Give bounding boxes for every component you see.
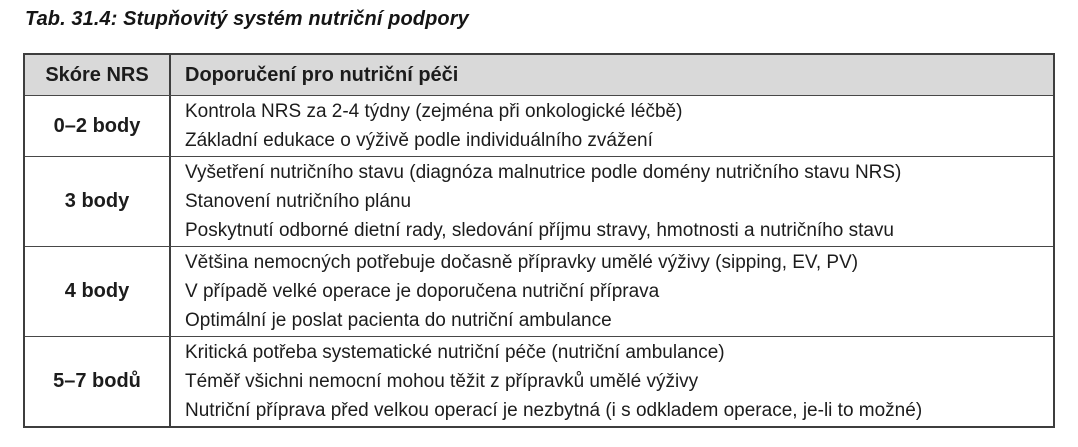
table-row — [25, 156, 1053, 246]
recommendation-line: V případě velké operace je doporučena nutriční příprava — [185, 281, 660, 302]
table-row — [25, 336, 1053, 426]
score-cell: 0–2 body — [25, 96, 171, 156]
recommendation-line: Většina nemocných potřebuje dočasně přípravky umělé výživy (sipping, EV, PV) — [185, 252, 859, 273]
recommendation-cell — [171, 247, 1053, 336]
recommendation-line: Vyšetření nutričního stavu (diagnóza malnutrice podle domény nutričního stavu NRS) — [185, 162, 902, 183]
score-cell: 3 body — [25, 157, 171, 246]
recommendation-line: Kritická potřeba systematické nutriční péče (nutriční ambulance) — [185, 342, 725, 363]
recommendation-line: Téměř všichni nemocní mohou těžit z přípravků umělé výživy — [185, 371, 699, 392]
table-header-row — [25, 55, 1053, 95]
column-header-score: Skóre NRS — [25, 55, 171, 95]
recommendation-line: Optimální je poslat pacienta do nutriční ambulance — [185, 310, 612, 331]
recommendation-cell — [171, 96, 1053, 156]
recommendation-line: Kontrola NRS za 2-4 týdny (zejména při onkologické léčbě) — [185, 101, 683, 122]
recommendation-line: Poskytnutí odborné dietní rady, sledování příjmu stravy, hmotnosti a nutričního stavu — [185, 220, 894, 241]
table-row — [25, 95, 1053, 156]
column-header-recommendation: Doporučení pro nutriční péči — [185, 63, 459, 86]
nutrition-support-table — [23, 53, 1055, 428]
score-cell: 5–7 bodů — [25, 337, 171, 426]
recommendation-cell — [171, 157, 1053, 246]
recommendation-cell — [171, 337, 1053, 426]
table-row — [25, 246, 1053, 336]
table-body — [25, 95, 1053, 426]
recommendation-line: Základní edukace o výživě podle individuálního zvážení — [185, 130, 653, 151]
recommendation-line: Stanovení nutričního plánu — [185, 191, 412, 212]
score-cell: 4 body — [25, 247, 171, 336]
table-caption: Tab. 31.4: Stupňovitý systém nutriční podpory — [25, 8, 469, 30]
recommendation-line: Nutriční příprava před velkou operací je nezbytná (i s odkladem operace, je-li to možné) — [185, 400, 923, 421]
